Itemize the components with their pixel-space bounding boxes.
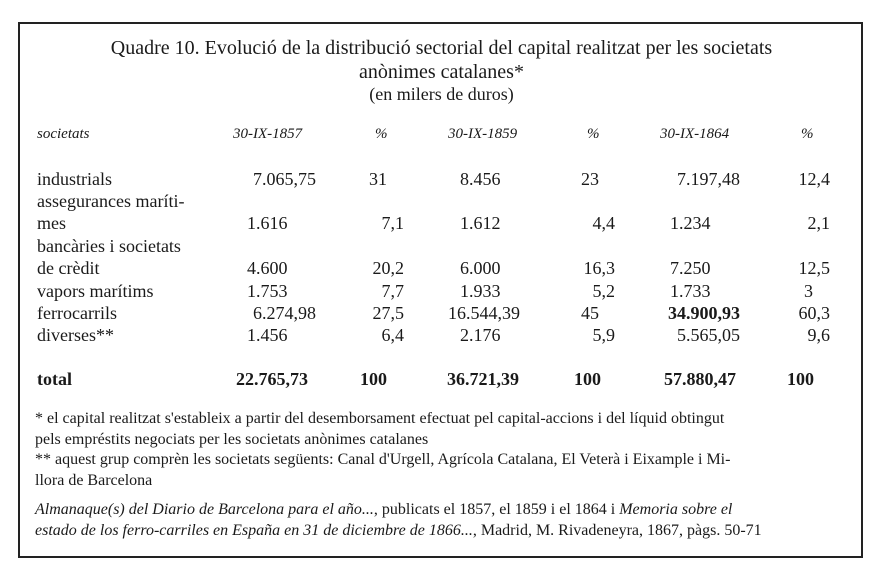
row-label: diverses**: [37, 325, 114, 345]
footnote-2-line1: ** aquest grup comprèn les societats següents: Canal d'Urgell, Agrícola Catalana, El Veterà i Eixample i Mi-: [35, 451, 731, 468]
header-1859: 30-IX-1859: [448, 126, 518, 142]
total-pct-1864: 100: [787, 369, 814, 389]
source-title-2: Memoria sobre el: [619, 501, 733, 518]
value-1859: 1.612: [460, 213, 501, 233]
header-1864: 30-IX-1864: [660, 126, 730, 142]
pct-1864: 12,5: [798, 258, 830, 278]
value-1864: 1.234: [670, 213, 711, 233]
value-1864: 1.733: [670, 281, 711, 301]
source-title-1: Almanaque(s) del Diario de Barcelona para el año...: [35, 501, 374, 518]
header-pct-1864: %: [801, 126, 814, 142]
total-label: total: [37, 369, 72, 389]
table-subtitle: (en milers de duros): [369, 84, 514, 104]
footnote-1-line1: * el capital realitzat s'estableix a partir del desemborsament efectuat pel capital-accions i del líquid obtingut: [35, 410, 725, 427]
pct-1859: 16,3: [583, 258, 615, 278]
value-1864: 34.900,93: [668, 303, 740, 323]
row-label: mes: [37, 213, 66, 233]
value-1864: 7.250: [670, 258, 711, 278]
pct-1857: 27,5: [372, 303, 404, 323]
pct-1857: 20,2: [372, 258, 404, 278]
total-1859: 36.721,39: [447, 369, 519, 389]
value-1859: 8.456: [460, 169, 501, 189]
value-1859: 2.176: [460, 325, 501, 345]
header-societats: societats: [37, 126, 90, 142]
source-text-2: , Madrid, M. Rivadeneyra, 1867, pàgs. 50-71: [472, 522, 762, 539]
value-1859: 16.544,39: [448, 303, 520, 323]
source-line1: [35, 499, 732, 520]
value-1859: 1.933: [460, 281, 501, 301]
value-1857: 1.753: [247, 281, 288, 301]
source-line2: [35, 520, 762, 541]
value-1857: 1.616: [247, 213, 288, 233]
total-1864: 57.880,47: [664, 369, 736, 389]
pct-1859: 5,2: [592, 281, 615, 301]
pct-1859: 45: [581, 303, 599, 323]
pct-1864: 9,6: [807, 325, 830, 345]
value-1864: 7.197,48: [677, 169, 740, 189]
pct-1857: 7,1: [381, 213, 404, 233]
value-1857: 1.456: [247, 325, 288, 345]
row-label: de crèdit: [37, 258, 100, 278]
total-pct-1857: 100: [360, 369, 387, 389]
header-pct-1859: %: [587, 126, 600, 142]
pct-1859: 4,4: [592, 213, 615, 233]
value-1857: 7.065,75: [253, 169, 316, 189]
total-1857: 22.765,73: [236, 369, 308, 389]
pct-1864: 3: [804, 281, 813, 301]
footnote-1-line2: pels empréstits negociats per les societats anònimes catalanes: [35, 431, 429, 448]
header-pct-1857: %: [375, 126, 388, 142]
value-1864: 5.565,05: [677, 325, 740, 345]
pct-1864: 60,3: [798, 303, 830, 323]
table-title-continued: anònimes catalanes*: [359, 61, 524, 83]
footnote-2-line2: llora de Barcelona: [35, 472, 153, 489]
row-label-line1: bancàries i societats: [37, 236, 181, 256]
pct-1857: 6,4: [381, 325, 404, 345]
header-1857: 30-IX-1857: [233, 126, 303, 142]
source-title-2-cont: estado de los ferro-carriles en España en 31 de diciembre de 1866...: [35, 522, 473, 539]
table-title: Quadre 10. Evolució de la distribució sectorial del capital realitzat per les societats: [110, 37, 773, 59]
pct-1857: 7,7: [381, 281, 404, 301]
source-text-1: , publicats el 1857, el 1859 i el 1864 i: [373, 501, 620, 518]
row-label: ferrocarrils: [37, 303, 117, 323]
value-1857: 4.600: [247, 258, 288, 278]
pct-1864: 2,1: [807, 213, 830, 233]
row-label: vapors marítims: [37, 281, 154, 301]
pct-1857: 31: [369, 169, 387, 189]
total-pct-1859: 100: [574, 369, 601, 389]
pct-1859: 23: [581, 169, 599, 189]
value-1859: 6.000: [460, 258, 501, 278]
value-1857: 6.274,98: [253, 303, 316, 323]
pct-1864: 12,4: [798, 169, 830, 189]
row-label: industrials: [37, 169, 112, 189]
row-label-line1: assegurances maríti-: [37, 191, 185, 211]
pct-1859: 5,9: [592, 325, 615, 345]
